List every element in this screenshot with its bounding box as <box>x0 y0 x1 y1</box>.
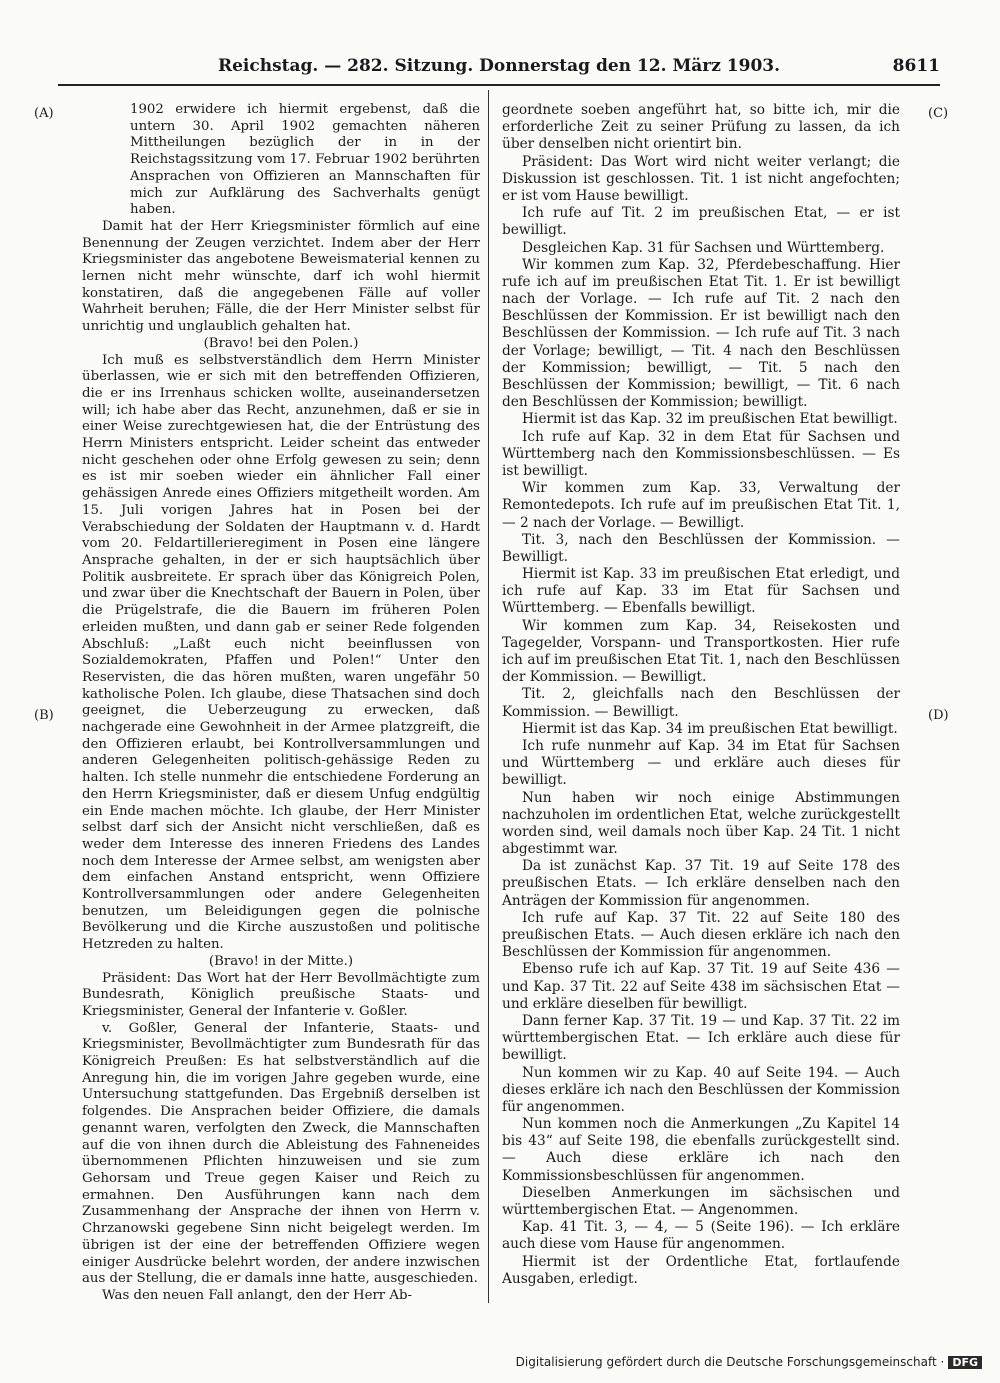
paragraph: Ich rufe auf Kap. 37 Tit. 22 auf Seite 180 des preußischen Etats. — Auch diesen erkläre ich nach den Beschlüssen der Kommission für angenommen. <box>502 909 900 961</box>
column-divider <box>488 90 489 1303</box>
digitization-credit <box>516 1355 982 1369</box>
paragraph: Hiermit ist Kap. 33 im preußischen Etat erledigt, und ich rufe auf Kap. 33 im Etat für Sachsen und Württemberg. — Ebenfalls bewilligt. <box>502 566 900 617</box>
paragraph: Da ist zunächst Kap. 37 Tit. 19 auf Seite 178 des preußischen Etats. — Ich erkläre denselben nach den Anträgen der Kommission für angenommen. <box>502 858 900 909</box>
paragraph: geordnete soeben angeführt hat, so bitte ich, mir die erforderliche Zeit zu seiner Prüfung zu lassen, da ich über denselben nicht orientirt bin. <box>502 102 900 153</box>
paragraph: Tit. 3, nach den Beschlüssen der Kommission. — Bewilligt. <box>502 531 900 565</box>
dfg-logo: DFG <box>948 1356 982 1369</box>
paragraph: Wir kommen zum Kap. 32, Pferdebeschaffung. Hier rufe ich auf im preußischen Etat Tit. 1. Er ist bewilligt nach der Vorlage. — Ich rufe auf Tit. 2 nach den Beschlüssen der Kommission. Er ist bewilligt nach den Beschlüssen der Kommission. — Ich rufe auf Tit. 3 nach der Vorlage; bewilligt, — Tit. 4 nach den Beschlüssen der Kommission; bewilligt, — Tit. 5 nach den Beschlüssen der Kommission; bewilligt, — Tit. 6 nach den Beschlüssen der Kommission; bewilligt. <box>502 256 900 411</box>
paragraph: Ich rufe nunmehr auf Kap. 34 im Etat für Sachsen und Württemberg — und erkläre auch dieses für bewilligt. <box>502 737 900 789</box>
paragraph: Dann ferner Kap. 37 Tit. 19 — und Kap. 37 Tit. 22 im württembergischen Etat. — Ich erkläre auch diese für bewilligt. <box>502 1012 900 1064</box>
paragraph: Hiermit ist der Ordentliche Etat, fortlaufende Ausgaben, erledigt. <box>502 1253 900 1287</box>
interjection: (Bravo! in der Mitte.) <box>208 953 354 969</box>
paragraph: Wir kommen zum Kap. 33, Verwaltung der Remontedepots. Ich rufe auf im preußischen Etat Tit. 1, — 2 nach der Vorlage. — Bewilligt. <box>502 480 900 531</box>
paragraph: Nun kommen noch die Anmerkungen „Zu Kapitel 14 bis 43“ auf Seite 198, die ebenfalls zurückgestellt sind. — Auch diese erkläre ich nach den Kommissionsbeschlüssen für angenommen. <box>502 1116 900 1184</box>
paragraph: Ich rufe auf Kap. 32 in dem Etat für Sachsen und Württemberg nach den Kommissionsbeschlüssen. — Es ist bewilligt. <box>502 428 900 479</box>
paragraph: 1902 erwidere ich hiermit ergebenst, daß die untern 30. April 1902 gemachten näheren Mittheilungen bezüglich der in in der Reichstagssitzung vom 17. Februar 1902 berührten Ansprachen von Offizieren an Mannschaften für mich zur Aufklärung des Sachverhalts genügt haben. <box>130 102 480 218</box>
page-number: 8611 <box>892 56 940 76</box>
paragraph: Präsident: Das Wort wird nicht weiter verlangt; die Diskussion ist geschlossen. Tit. 1 ist nicht angefochten; er ist vom Hause bewilligt. <box>502 153 900 204</box>
paragraph: v. Goßler, General der Infanterie, Staats- und Kriegsminister, Bevollmächtigter zum Bundesrath für das Königreich Preußen: Es hat selbstverständlich auf die Anregung hin, die im vorigen Jahre gegeben wurde, eine Untersuchung stattgefunden. Das Ergebniß derselben ist folgendes. Die Ansprachen beider Offiziere, die damals genannt waren, verfolgten den Zweck, die Mannschaften auf die von ihnen durch die Ableistung des Fahneneides übernommenen Pflichten hinzuweisen und sie zum Gehorsam und Treue gegen Kaiser und Reich zu ermahnen. Den Ausführungen kann nach dem Zusammenhang der Ansprache der ihnen von Herrn v. Chrzanowski gegebene Sinn nicht beigelegt werden. Im übrigen ist der eine der betreffenden Offiziere wegen einiger Ausdrücke belehrt worden, der andere inzwischen aus der Stellung, die er damals inne hatte, ausgeschieden. <box>82 1020 480 1287</box>
paragraph: Nun kommen wir zu Kap. 40 auf Seite 194. — Auch dieses erkläre ich nach den Beschlüssen der Kommission für angenommen. <box>502 1064 900 1115</box>
paragraph: Ebenso rufe ich auf Kap. 37 Tit. 19 auf Seite 436 — und Kap. 37 Tit. 22 auf Seite 438 im sächsischen Etat — und erkläre dieselben für bewilligt. <box>502 961 900 1012</box>
margin-marker-c: (C) <box>928 106 949 121</box>
credit-text: Digitalisierung gefördert durch die Deutsche Forschungsgemeinschaft · <box>515 1355 945 1369</box>
paragraph: Hiermit ist das Kap. 34 im preußischen Etat bewilligt. <box>522 720 898 737</box>
margin-marker-b: (B) <box>34 708 54 723</box>
paragraph: Damit hat der Herr Kriegsminister förmlich auf eine Benennung der Zeugen verzichtet. Indem aber der Herr Kriegsminister das angebotene Beweismaterial kennen zu lernen nicht mehr wünschte, darf ich wohl hiermit konstatiren, daß die angegebenen Fälle auf voller Wahrheit beruhen; Fälle, die der Herr Minister selbst für unrichtig und unglaublich gehalten hat. <box>82 218 480 335</box>
right-column <box>502 102 900 1288</box>
paragraph: Tit. 2, gleichfalls nach den Beschlüssen der Kommission. — Bewilligt. <box>502 686 900 720</box>
paragraph: Desgleichen Kap. 31 für Sachsen und Württemberg. <box>522 239 885 256</box>
paragraph: Hiermit ist das Kap. 32 im preußischen Etat bewilligt. <box>522 411 898 428</box>
margin-marker-d: (D) <box>928 708 949 723</box>
paragraph: Ich rufe auf Tit. 2 im preußischen Etat, — er ist bewilligt. <box>502 205 900 239</box>
header-title: Reichstag. — 282. Sitzung. Donnerstag den 12. März 1903. <box>217 56 781 76</box>
left-column <box>82 102 480 1305</box>
paragraph: Nun haben wir noch einige Abstimmungen nachzuholen im ordentlichen Etat, welche zurückgestellt worden sind, weil damals noch über Kap. 24 Tit. 1 nicht abgestimmt war. <box>502 789 900 858</box>
header-rule <box>58 84 940 86</box>
paragraph: Kap. 41 Tit. 3, — 4, — 5 (Seite 196). — Ich erkläre auch diese vom Hause für angenommen. <box>502 1219 900 1253</box>
paragraph: Was den neuen Fall anlangt, den der Herr Ab- <box>102 1287 412 1303</box>
paragraph: Wir kommen zum Kap. 34, Reisekosten und Tagegelder, Vorspann- und Transportkosten. Hier rufe ich auf im preußischen Etat Tit. 1, nach den Beschlüssen der Kommission. — Bewilligt. <box>502 617 900 686</box>
paragraph: Ich muß es selbstverständlich dem Herrn Minister überlassen, wie er sich mit den betreffenden Offizieren, die er ins Irrenhaus schicken wollte, auseinandersetzen will; ich habe aber das Recht, anzunehmen, daß er sie in einer Weise zurechtgewiesen hat, die der Entrüstung des Herrn Ministers entspricht. Leider scheint das entweder nicht geschehen oder ohne Erfolg gewesen zu sein; denn es ist mir soeben wieder ein ähnlicher Fall einer gehässigen Anrede eines Offiziers mitgetheilt worden. Am 15. Juli vorigen Jahres hat in Posen bei der Verabschiedung der Soldaten der Hauptmann v. d. Hardt vom 20. Feldartillerieregiment in Posen eine längere Ansprache gehalten, in der er sich hauptsächlich über Politik ausbreitete. Er sprach über das Königreich Polen, und zwar über die Knechtschaft der Bauern in Polen, über die Prügelstrafe, die die Bauern im früheren Polen erleiden mußten, und dann gab er seiner Rede folgenden Abschluß: „Laßt euch nicht beeinflussen von Sozialdemokraten, Pfaffen und Polen!“ Unter den Reservisten, die das hören mußten, waren ungefähr 50 katholische Polen. Ich glaube, diese Thatsachen sind doch geeignet, die Ueberzeugung zu erwecken, daß nachgerade eine Gewohnheit in der Armee platzgreift, die den Offizieren erlaubt, bei Kontrollversammlungen und anderen Gelegenheiten politisch-gehässige Reden zu halten. Ich stelle nunmehr die entschiedene Forderung an den Herrn Kriegsminister, daß er diesem Unfug endgültig ein Ende machen möchte. Ich glaube, der Herr Minister selbst darf sich der Ansicht nicht verschließen, daß es weder dem Interesse des inneren Friedens des Landes noch dem Interesse der Armee selbst, am wenigsten aber dem einfachen Anstand entspricht, wenn Offiziere Kontrollversammlungen oder andere Gelegenheiten benutzen, um Beleidigungen gegen die polnische Bevölkerung und die Kirche auszustoßen und politische Hetzreden zu halten. <box>82 352 480 953</box>
paragraph: Dieselben Anmerkungen im sächsischen und württembergischen Etat. — Angenommen. <box>502 1184 900 1218</box>
page-header <box>58 56 940 80</box>
paragraph: Präsident: Das Wort hat der Herr Bevollmächtigte zum Bundesrath, Königlich preußische Staats- und Kriegsminister, General der Infanterie v. Goßler. <box>82 970 480 1019</box>
interjection: (Bravo! bei den Polen.) <box>203 335 359 351</box>
margin-marker-a: (A) <box>34 106 54 121</box>
